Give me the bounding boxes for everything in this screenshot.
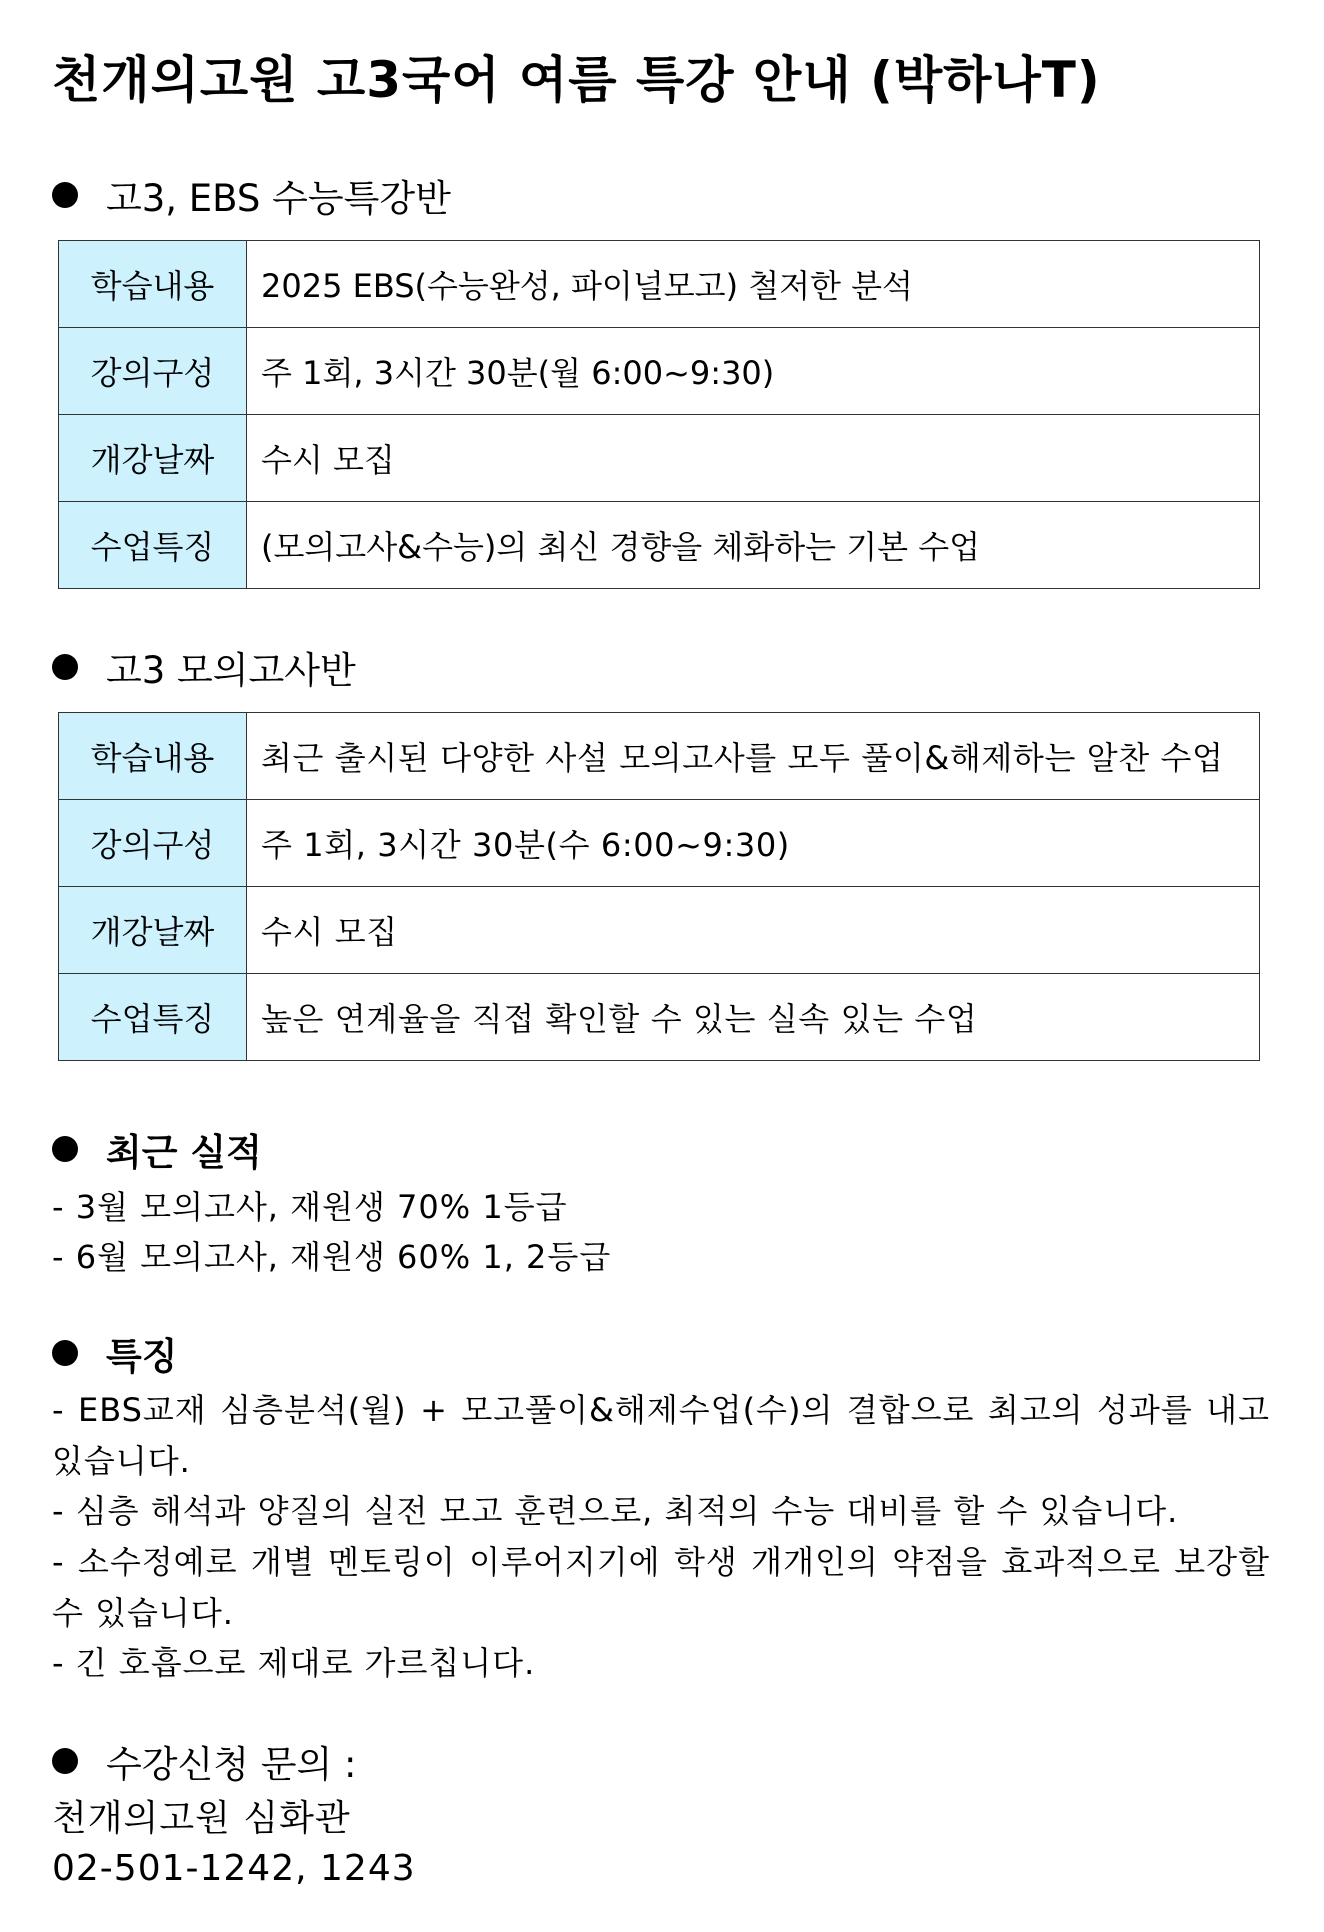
table-row [59, 800, 1260, 887]
row-value: 주 1회, 3시간 30분(수 6:00~9:30) [247, 800, 1260, 887]
row-label: 개강날짜 [59, 415, 247, 502]
feature-item: - EBS교재 심층분석(월) + 모고풀이&해제수업(수)의 결합으로 최고의 성과를 내고 있습니다. [52, 1391, 1270, 1480]
row-label: 개강날짜 [59, 887, 247, 974]
row-label: 수업특징 [59, 974, 247, 1061]
row-label: 강의구성 [59, 800, 247, 887]
feature-item: - 긴 호흡으로 제대로 가르칩니다. [52, 1644, 536, 1682]
row-value: (모의고사&수능)의 최신 경향을 체화하는 기본 수업 [247, 502, 1260, 589]
feature-item: - 소수정예로 개별 멘토링이 이루어지기에 학생 개개인의 약점을 효과적으로 보강할 수 있습니다. [52, 1543, 1270, 1632]
section-heading-ebs [52, 168, 451, 222]
table-row [59, 502, 1260, 589]
bullet-icon [52, 654, 78, 680]
section-heading-features [52, 1326, 177, 1380]
section-heading-label: 특징 [106, 1335, 178, 1378]
result-item: - 6월 모의고사, 재원생 60% 1, 2등급 [52, 1238, 612, 1276]
row-value: 최근 출시된 다양한 사설 모의고사를 모두 풀이&해제하는 알찬 수업 [247, 713, 1260, 800]
table-row [59, 415, 1260, 502]
row-label: 수업특징 [59, 502, 247, 589]
table-row [59, 713, 1260, 800]
table-row [59, 328, 1260, 415]
section-heading-label: 최근 실적 [106, 1131, 262, 1174]
row-value: 높은 연계율을 직접 확인할 수 있는 실속 있는 수업 [247, 974, 1260, 1061]
section-heading-label: 고3, EBS 수능특강반 [106, 177, 451, 220]
academy-name: 천개의고원 심화관 [52, 1798, 351, 1839]
row-label: 학습내용 [59, 241, 247, 328]
row-label: 학습내용 [59, 713, 247, 800]
bullet-icon [52, 1340, 78, 1366]
row-value: 수시 모집 [247, 887, 1260, 974]
mock-exam-class-table [58, 712, 1260, 1061]
row-label: 강의구성 [59, 328, 247, 415]
section-heading-label: 수강신청 문의 : [106, 1743, 357, 1786]
page-title: 천개의고원 고3국어 여름 특강 안내 (박하나T) [52, 51, 1101, 109]
section-heading-label: 고3 모의고사반 [106, 649, 356, 692]
bullet-icon [52, 1136, 78, 1162]
bullet-icon [52, 182, 78, 208]
table-row [59, 241, 1260, 328]
bullet-icon [52, 1748, 78, 1774]
phone-number: 02-501-1242, 1243 [52, 1848, 416, 1889]
ebs-class-table [58, 240, 1260, 589]
table-row [59, 974, 1260, 1061]
feature-item: - 심층 해석과 양질의 실전 모고 훈련으로, 최적의 수능 대비를 할 수 있습니다. [52, 1492, 1179, 1530]
section-heading-mock-exam [52, 640, 356, 694]
row-value: 주 1회, 3시간 30분(월 6:00~9:30) [247, 328, 1260, 415]
section-heading-results [52, 1122, 262, 1176]
result-item: - 3월 모의고사, 재원생 70% 1등급 [52, 1188, 568, 1226]
table-row [59, 887, 1260, 974]
row-value: 2025 EBS(수능완성, 파이널모고) 철저한 분석 [247, 241, 1260, 328]
row-value: 수시 모집 [247, 415, 1260, 502]
section-heading-inquiry [52, 1734, 356, 1788]
